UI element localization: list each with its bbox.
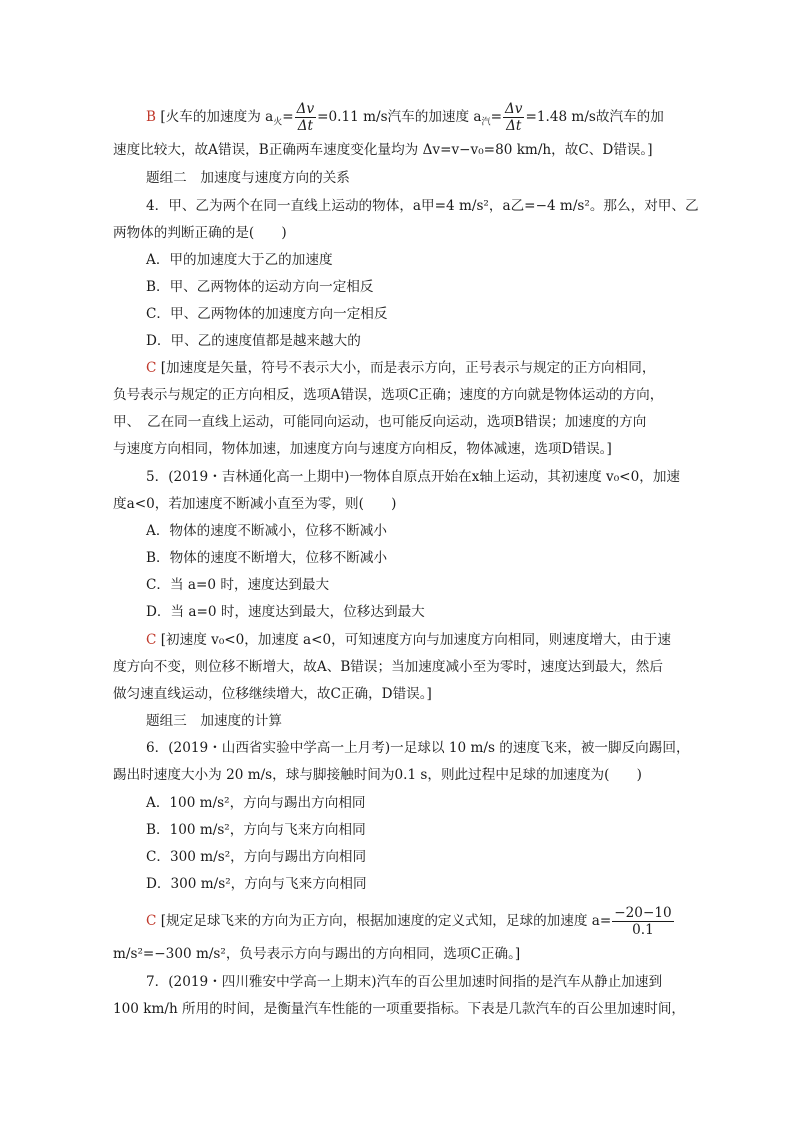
- fraction: $\frac{\Delta v}{\Delta t}$: [504, 101, 523, 134]
- text-line: 与速度方向相同，物体加速，加速度方向与速度方向相反，物体减速，选项D错误。]: [113, 441, 612, 457]
- section-heading: 题组三 加速度的计算: [146, 713, 282, 729]
- option-b: B．100 m/s²，方向与飞来方向相同: [146, 822, 366, 838]
- answer-line-3: B [火车的加速度为 $a_火=$ $\frac{\Delta v}{\Delta t}$ =0.11 m/s汽车的加速度 $a_汽=$ $\frac{\Delta v}{\Delta t}$ =1.48 m/s故汽车的加: [146, 101, 664, 134]
- question-4: 4．甲、乙为两个在同一直线上运动的物体，a甲=4 m/s²，a乙=−4 m/s²。那么，对甲、乙: [146, 198, 699, 214]
- option-a: A．甲的加速度大于乙的加速度: [146, 252, 333, 268]
- option-a: A．100 m/s²，方向与踢出方向相同: [146, 795, 366, 811]
- option-d: D．甲、乙的速度值都是越来越大的: [146, 333, 361, 349]
- text-line: 100 km/h 所用的时间，是衡量汽车性能的一项重要指标。下表是几款汽车的百公里加速时间，: [113, 1001, 686, 1017]
- question-7: 7．(2019・四川雅安中学高一上期末)汽车的百公里加速时间指的是汽车从静止加速到: [146, 974, 663, 990]
- section-heading: 题组二 加速度与速度方向的关系: [146, 170, 350, 186]
- fraction: $\frac{-20-10}{0.1}$: [614, 905, 672, 938]
- text-line: 速度比较大，故A错误，B正确两车速度变化量均为 Δv=v−v₀=80 km/h，故C、D错误。]: [113, 142, 653, 158]
- answer-letter: C: [146, 360, 157, 376]
- option-a: A．物体的速度不断减小，位移不断减小: [146, 523, 387, 539]
- option-c: C．300 m/s²，方向与踢出方向相同: [146, 849, 367, 865]
- text-line: 度a<0，若加速度不断减小直至为零，则( ): [113, 496, 397, 512]
- text-line: 踢出时速度大小为 20 m/s，球与脚接触时间为0.1 s，则此过程中足球的加速度为( ): [113, 767, 642, 783]
- text-line: 负号表示与规定的正方向相反，选项A错误，选项C正确；速度的方向就是物体运动的方向，: [113, 387, 664, 403]
- answer-line-6: C [规定足球飞来的方向为正方向，根据加速度的定义式知，足球的加速度 a= $\frac{-20-10}{0.1}$: [146, 905, 672, 938]
- option-b: B．物体的速度不断增大，位移不断减小: [146, 550, 388, 566]
- option-c: C．当 a=0 时，速度达到最大: [146, 577, 330, 593]
- answer-line-5: C [初速度 v₀<0，加速度 a<0，可知速度方向与加速度方向相同，则速度增大，由于速: [146, 632, 671, 648]
- question-5: 5．(2019・吉林通化高一上期中)一物体自原点开始在x轴上运动，其初速度 v₀<0，加速: [146, 469, 681, 485]
- text-line: 做匀速直线运动，位移继续增大，故C正确，D错误。]: [113, 686, 432, 702]
- option-b: B．甲、乙两物体的运动方向一定相反: [146, 279, 374, 295]
- option-d: D．300 m/s²，方向与飞来方向相同: [146, 876, 367, 892]
- text-line: 度方向不变，则位移不断增大，故A、B错误；当加速度减小至为零时，速度达到最大，然后: [113, 659, 663, 675]
- text-line: 甲、 乙在同一直线上运动，可能同向运动，也可能反向运动，选项B错误；加速度的方向: [113, 414, 647, 430]
- answer-letter: C: [146, 632, 157, 648]
- text-line: m/s²=−300 m/s²，负号表示方向与踢出的方向相同，选项C正确。]: [113, 946, 521, 962]
- text-line: 两物体的判断正确的是( ): [113, 225, 287, 241]
- question-6: 6．(2019・山西省实验中学高一上月考)一足球以 10 m/s 的速度飞来，被一脚反向踢回，: [146, 740, 690, 756]
- option-c: C．甲、乙两物体的加速度方向一定相反: [146, 306, 388, 322]
- option-d: D．当 a=0 时，速度达到最大，位移达到最大: [146, 604, 425, 620]
- fraction: $\frac{\Delta v}{\Delta t}$: [296, 101, 315, 134]
- answer-letter: B: [146, 109, 156, 125]
- answer-line-4: C [加速度是矢量，符号不表示大小，而是表示方向，正号表示与规定的正方向相同，: [146, 360, 656, 376]
- answer-letter: C: [146, 913, 157, 929]
